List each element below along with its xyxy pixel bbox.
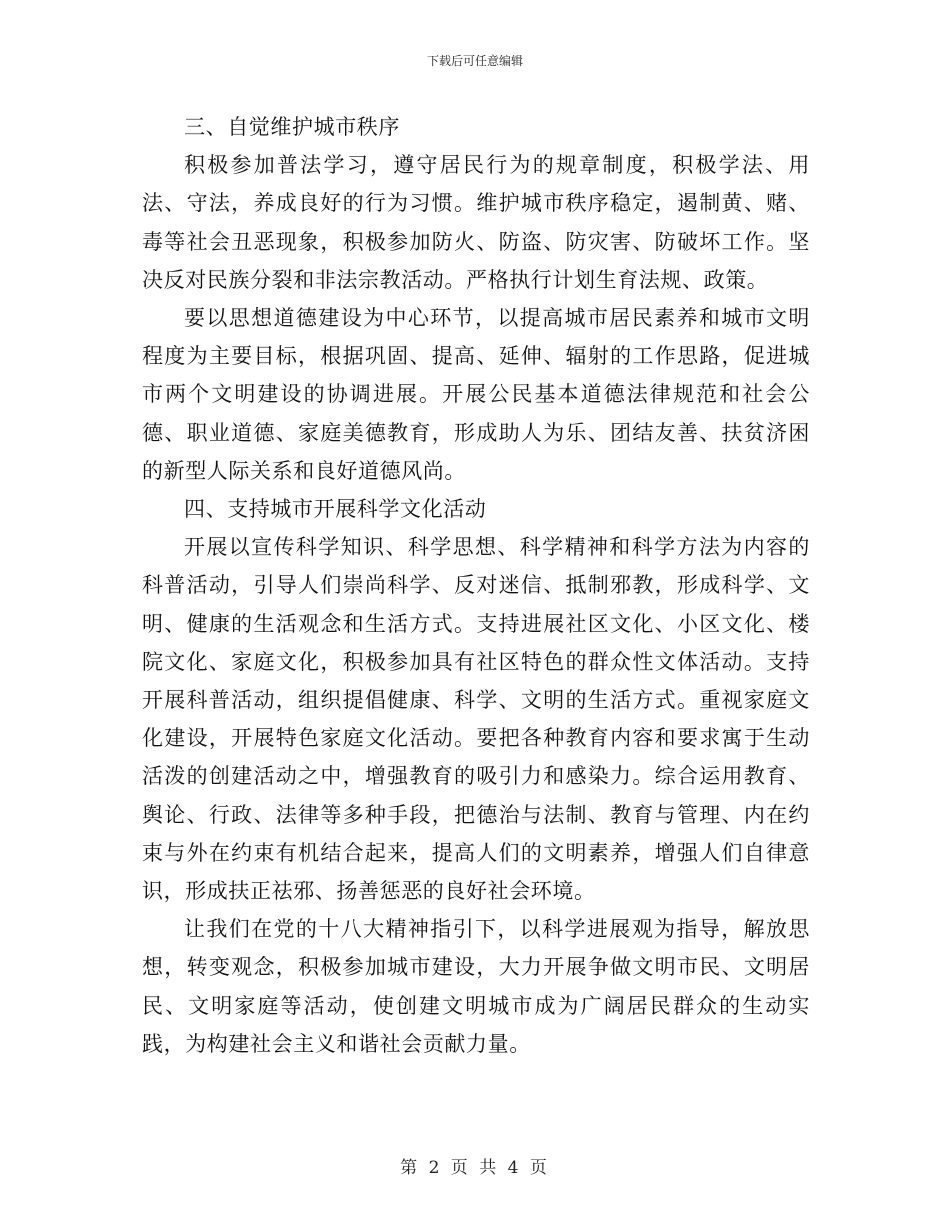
- paragraph: 积极参加普法学习，遵守居民行为的规章制度，积极学法、用法、守法，养成良好的行为习惯。维护城市秩序稳定，遏制黄、赌、毒等社会丑恶现象，积极参加防火、防盗、防灾害、防破坏工作。坚决反对民族分裂和非法宗教活动。严格执行计划生育法规、政策。: [142, 153, 810, 292]
- header-note: 下载后可任意编辑: [426, 54, 523, 68]
- paragraph: 让我们在党的十八大精神指引下，以科学进展观为指导，解放思想，转变观念，积极参加城市建设，大力开展争做文明市民、文明居民、文明家庭等活动，使创建文明城市成为广阔居民群众的生动实践，为构建社会主义和谐社会贡献力量。: [142, 917, 810, 1056]
- page-number: 第 2 页 共 4 页: [400, 1158, 550, 1178]
- section-heading-3: 三、自觉维护城市秩序: [184, 115, 400, 139]
- section-heading-4: 四、支持城市开展科学文化活动: [184, 497, 487, 522]
- paragraph: 开展以宣传科学知识、科学思想、科学精神和科学方法为内容的科普活动，引导人们崇尚科学、反对迷信、抵制邪教，形成科学、文明、健康的生活观念和生活方式。支持进展社区文化、小区文化、楼院文化、家庭文化，积极参加具有社区特色的群众性文体活动。支持开展科普活动，组织提倡健康、科学、文明的生活方式。重视家庭文化建设，开展特色家庭文化活动。要把各种教育内容和要求寓于生动活泼的创建活动之中，增强教育的吸引力和感染力。综合运用教育、舆论、行政、法律等多种手段，把德治与法制、教育与管理、内在约束与外在约束有机结合起来，提高人们的文明素养，增强人们自律意识，形成扶正祛邪、扬善惩恶的良好社会环境。: [142, 535, 810, 904]
- paragraph: 要以思想道德建设为中心环节，以提高城市居民素养和城市文明程度为主要目标，根据巩固、提高、延伸、辐射的工作思路，促进城市两个文明建设的协调进展。开展公民基本道德法律规范和社会公德、职业道德、家庭美德教育，形成助人为乐、团结友善、扶贫济困的新型人际关系和良好道德风尚。: [142, 306, 810, 483]
- document-body: [142, 108, 810, 1063]
